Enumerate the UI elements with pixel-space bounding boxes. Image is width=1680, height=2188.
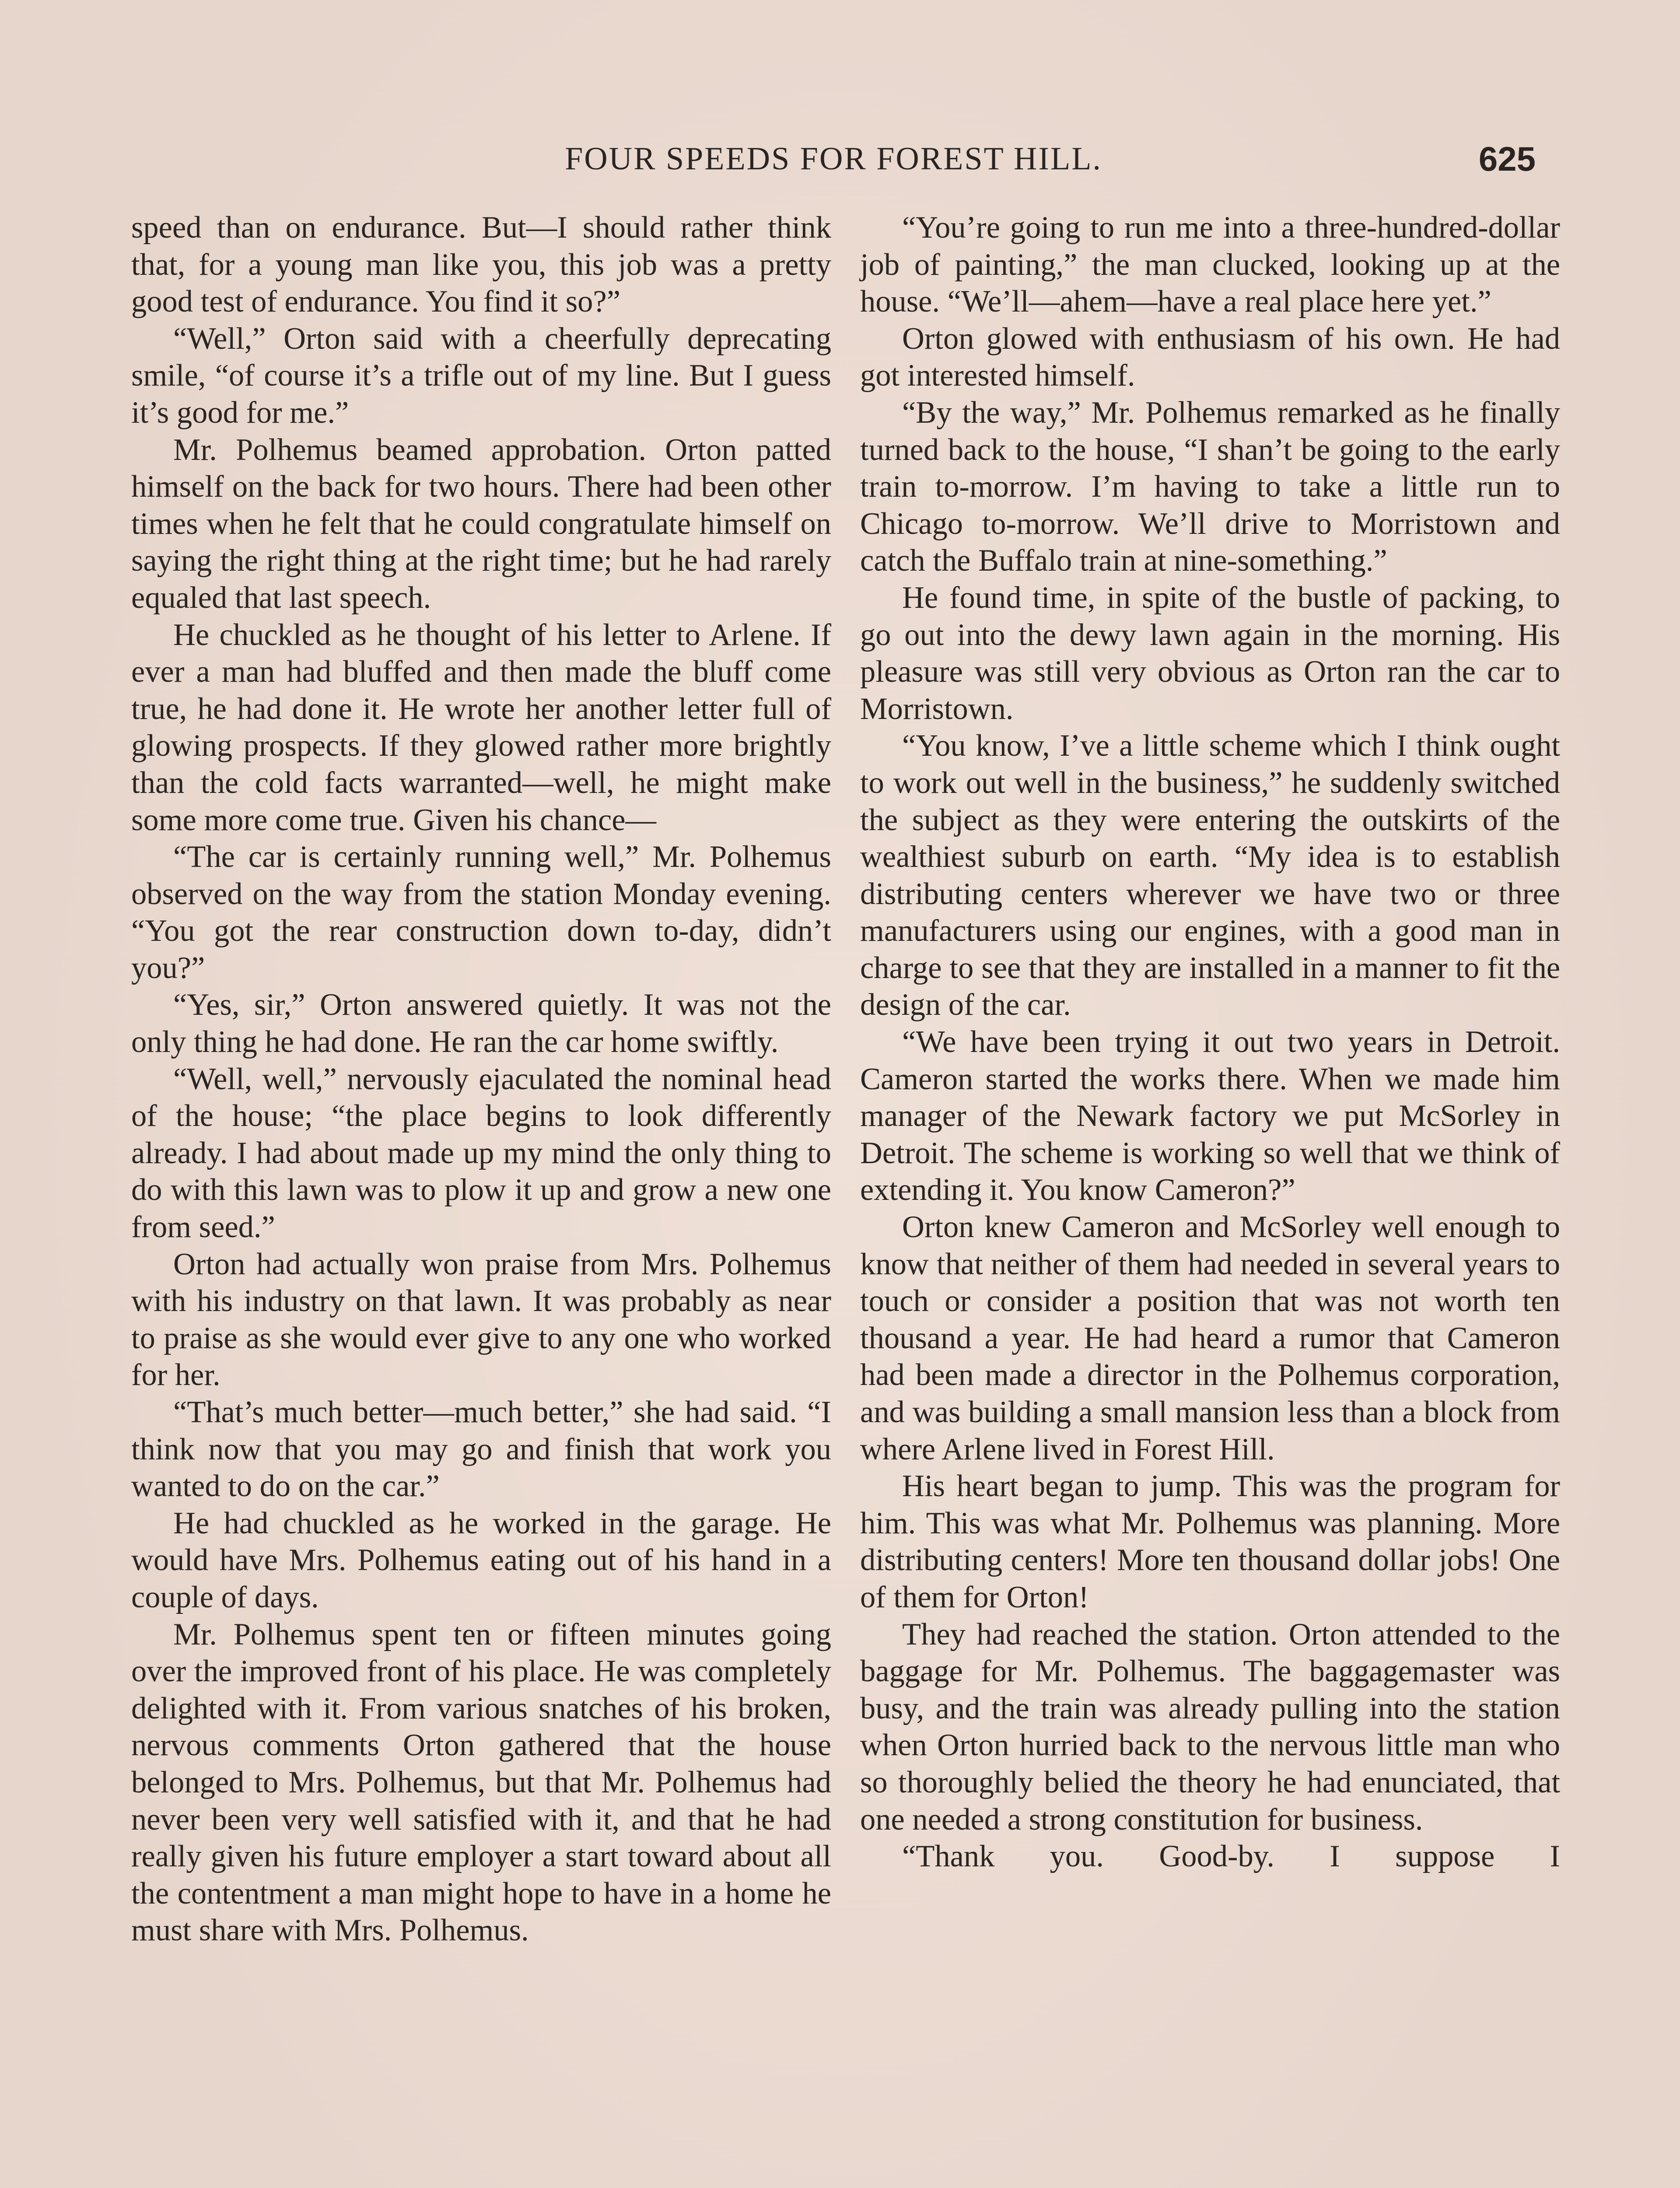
paragraph: They had reached the station. Orton attended to the baggage for Mr. Polhemus. The baggagemaster was busy, and the train was already pulling into the station when Orton hurried back to the nervous little man who so thoroughly belied the theory he had enunciated, that one needed a strong constitution for business. bbox=[860, 1617, 1560, 1837]
paragraph: “The car is certainly running well,” Mr. Polhemus observed on the way from the station Monday evening. “You got the rear construction down to-day, didn’t you?” bbox=[131, 840, 831, 985]
paragraph: “Thank you. Good-by. I suppose I bbox=[902, 1839, 1560, 1874]
left-column bbox=[131, 209, 831, 1949]
paragraph: His heart began to jump. This was the program for him. This was what Mr. Polhemus was planning. More distributing centers! More ten thousand dollar jobs! One of them for Orton! bbox=[860, 1469, 1560, 1614]
right-column bbox=[860, 209, 1560, 1875]
paragraph: He found time, in spite of the bustle of packing, to go out into the dewy lawn again in the morning. His pleasure was still very obvious as Orton ran the car to Morristown. bbox=[860, 580, 1560, 726]
paragraph: speed than on endurance. But—I should rather think that, for a young man like you, this job was a pretty good test of endurance. You find it so?” bbox=[131, 210, 831, 319]
running-title: FOUR SPEEDS FOR FOREST HILL. bbox=[565, 141, 1102, 177]
paragraph: “Well,” Orton said with a cheerfully deprecating smile, “of course it’s a trifle out of my line. But I guess it’s good for me.” bbox=[131, 321, 831, 430]
page-number: 625 bbox=[1478, 140, 1536, 178]
page-header bbox=[131, 139, 1536, 179]
paragraph: Orton knew Cameron and McSorley well enough to know that neither of them had needed in several years to touch or consider a position that was not worth ten thousand a year. He had heard a rumor that Cameron had been made a director in the Polhemus corporation, and was building a small mansion less than a block from where Arlene lived in Forest Hill. bbox=[860, 1210, 1560, 1466]
paragraph: Orton glowed with enthusiasm of his own. He had got interested himself. bbox=[860, 321, 1560, 393]
paragraph: He had chuckled as he worked in the garage. He would have Mrs. Polhemus eating out of his hand in a couple of days. bbox=[131, 1506, 831, 1614]
paragraph: “You know, I’ve a little scheme which I think ought to work out well in the business,” he suddenly switched the subject as they were entering the outskirts of the wealthiest suburb on earth. “My idea is to establish distributing centers wherever we have two or three manufacturers using our engines, with a good man in charge to see that they are installed in a manner to fit the design of the car. bbox=[860, 729, 1560, 1022]
paragraph: He chuckled as he thought of his letter to Arlene. If ever a man had bluffed and then made the bluff come true, he had done it. He wrote her another letter full of glowing prospects. If they glowed rather more brightly than the cold facts warranted—well, he might make some more come true. Given his chance— bbox=[131, 617, 831, 837]
paragraph: Orton had actually won praise from Mrs. Polhemus with his industry on that lawn. It was probably as near to praise as she would ever give to any one who worked for her. bbox=[131, 1247, 831, 1392]
paragraph: “Well, well,” nervously ejaculated the nominal head of the house; “the place begins to look differently already. I had about made up my mind the only thing to do with this lawn was to plow it up and grow a new one from seed.” bbox=[131, 1062, 831, 1245]
paragraph: “By the way,” Mr. Polhemus remarked as he finally turned back to the house, “I shan’t be going to the early train to-morrow. I’m having to take a little run to Chicago to-morrow. We’ll drive to Morristown and catch the Buffalo train at nine-something.” bbox=[860, 395, 1560, 578]
paragraph: “Yes, sir,” Orton answered quietly. It was not the only thing he had done. He ran the car home swiftly. bbox=[131, 988, 831, 1059]
paragraph: Mr. Polhemus spent ten or fifteen minutes going over the improved front of his place. He was completely delighted with it. From various snatches of his broken, nervous comments Orton gathered that the house belonged to Mrs. Polhemus, but that Mr. Polhemus had never been very well satisfied with it, and that he had really given his future employer a start toward about all the contentment a man might hope to have in a home he must share with Mrs. Polhemus. bbox=[131, 1617, 831, 1948]
paragraph: “You’re going to run me into a three-hundred-dollar job of painting,” the man clucked, looking up at the house. “We’ll—ahem—have a real place here yet.” bbox=[860, 210, 1560, 319]
paragraph: “That’s much better—much better,” she had said. “I think now that you may go and finish that work you wanted to do on the car.” bbox=[131, 1395, 831, 1504]
paragraph: “We have been trying it out two years in Detroit. Cameron started the works there. When we made him manager of the Newark factory we put McSorley in Detroit. The scheme is working so well that we think of extending it. You know Cameron?” bbox=[860, 1025, 1560, 1207]
paragraph: Mr. Polhemus beamed approbation. Orton patted himself on the back for two hours. There had been other times when he felt that he could congratulate himself on saying the right thing at the right time; but he had rarely equaled that last speech. bbox=[131, 432, 831, 615]
